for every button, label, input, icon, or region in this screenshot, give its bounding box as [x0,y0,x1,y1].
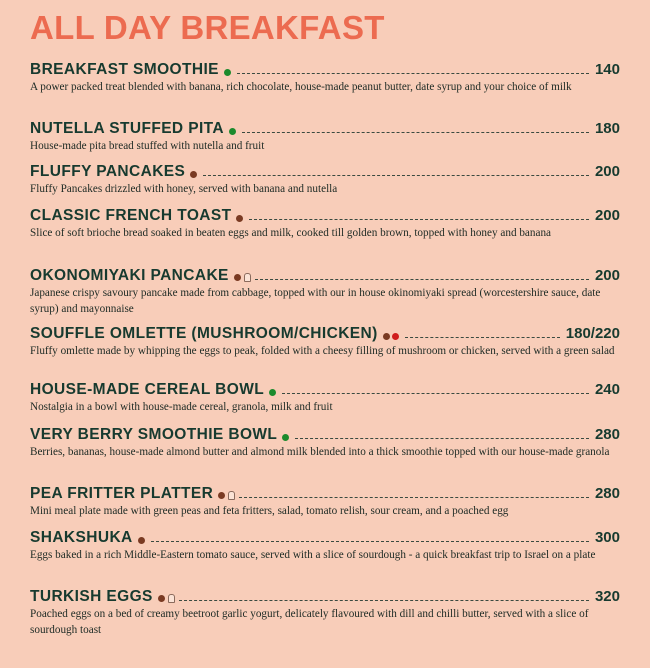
item-price: 200 [594,207,620,224]
menu-item [30,204,620,242]
item-description: Slice of soft brioche bread soaked in beaten eggs and milk, cooked till golden brown, topped with honey and banana [30,227,552,239]
menu-item [30,58,620,96]
dotted-leader [179,600,589,601]
egg-indicator-icon [236,215,243,222]
menu-item [30,160,620,198]
item-name: SOUFFLE OMLETTE (MUSHROOM/CHICKEN) [30,325,378,342]
menu-item [30,264,620,317]
veg-indicator-icon [224,69,231,76]
item-price: 200 [594,163,620,180]
veg-indicator-icon [229,128,236,135]
item-price: 280 [594,485,620,502]
item-price: 140 [594,61,620,78]
item-description: A power packed treat blended with banana, rich chocolate, house-made peanut butter, date syrup and your choice of milk [30,81,572,93]
dotted-leader [151,541,589,542]
menu-item [30,322,620,360]
menu-item [30,526,620,564]
egg-indicator-icon [218,492,225,499]
item-name: BREAKFAST SMOOTHIE [30,61,219,78]
nonveg-indicator-icon [392,333,399,340]
dotted-leader [255,279,589,280]
dotted-leader [282,393,589,394]
item-name: OKONOMIYAKI PANCAKE [30,267,229,284]
item-description: Eggs baked in a rich Middle-Eastern tomato sauce, served with a slice of sourdough - a quick breakfast trip to Israel on a plate [30,549,596,561]
item-price: 180/220 [565,325,620,342]
item-description: Poached eggs on a bed of creamy beetroot garlic yogurt, delicately flavoured with dill and chilli butter, served with a slice of sourdough toast [30,608,589,636]
egg-indicator-icon [234,274,241,281]
item-name: PEA FRITTER PLATTER [30,485,214,502]
item-name: TURKISH EGGS [30,588,153,605]
item-name: VERY BERRY SMOOTHIE BOWL [30,426,278,443]
item-description: Berries, bananas, house-made almond butter and almond milk blended into a thick smoothie topped with our house-made granola [30,446,610,458]
item-name: FLUFFY PANCAKES [30,163,186,180]
egg-indicator-icon [138,537,145,544]
dotted-leader [405,337,560,338]
veg-indicator-icon [269,389,276,396]
item-price: 300 [594,529,620,546]
chef-hat-icon [168,594,175,603]
item-name: HOUSE-MADE CEREAL BOWL [30,381,265,398]
item-description: Fluffy omlette made by whipping the eggs to peak, folded with a cheesy filling of mushroom or chicken, served with a green salad [30,345,615,357]
menu-item [30,482,620,520]
item-description: House-made pita bread stuffed with nutella and fruit [30,140,265,152]
item-price: 280 [594,426,620,443]
menu-item [30,585,620,638]
item-name: NUTELLA STUFFED PITA [30,120,224,137]
dotted-leader [242,132,589,133]
menu-item [30,423,620,461]
dotted-leader [295,438,589,439]
egg-indicator-icon [383,333,390,340]
dotted-leader [249,219,588,220]
egg-indicator-icon [190,171,197,178]
egg-indicator-icon [158,595,165,602]
item-description: Mini meal plate made with green peas and feta fritters, salad, tomato relish, sour cream, and a poached egg [30,505,509,517]
item-price: 240 [594,381,620,398]
chef-hat-icon [244,273,251,282]
menu-item [30,117,620,155]
chef-hat-icon [228,491,235,500]
dotted-leader [237,73,589,74]
menu-title: ALL DAY BREAKFAST [30,9,385,46]
item-price: 320 [594,588,620,605]
dotted-leader [203,175,589,176]
item-price: 200 [594,267,620,284]
item-description: Nostalgia in a bowl with house-made cereal, granola, milk and fruit [30,401,333,413]
item-description: Japanese crispy savoury pancake made from cabbage, topped with our in house okinomiyaki spread (worcestershire sauce, date syrup) and mayonnaise [30,287,601,315]
item-name: SHAKSHUKA [30,529,133,546]
item-description: Fluffy Pancakes drizzled with honey, served with banana and nutella [30,183,338,195]
menu-item [30,378,620,416]
dotted-leader [239,497,589,498]
item-name: CLASSIC FRENCH TOAST [30,207,232,224]
item-price: 180 [594,120,620,137]
veg-indicator-icon [282,434,289,441]
